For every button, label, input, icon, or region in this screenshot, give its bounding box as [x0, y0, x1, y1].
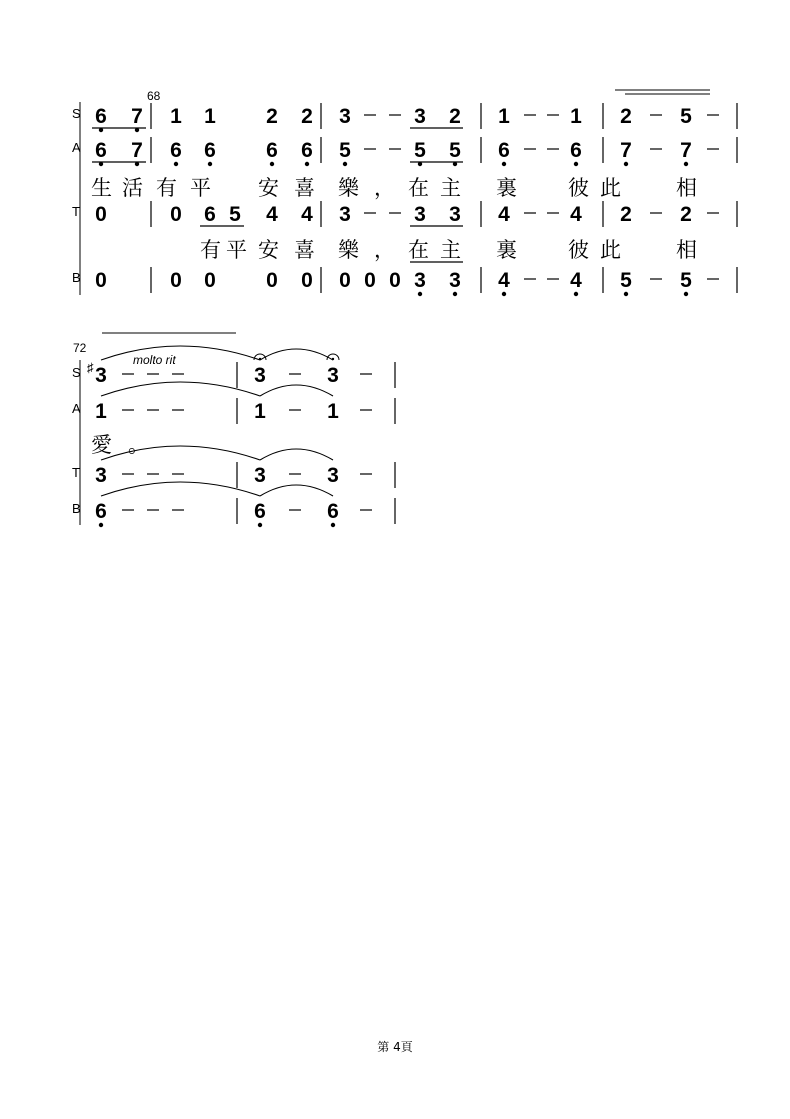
tie-arc — [260, 385, 333, 396]
note: 5 — [339, 139, 351, 162]
part-label: B — [72, 270, 81, 285]
lyric-char: 。 — [128, 433, 149, 457]
tie-arc — [101, 382, 260, 396]
note: 0 — [204, 269, 216, 292]
octave-dot — [208, 162, 212, 166]
octave-dot — [305, 162, 309, 166]
octave-dot — [99, 523, 103, 527]
note: 2 — [266, 105, 278, 128]
sharp-sign: ♯ — [87, 360, 94, 375]
note: 6 — [170, 139, 182, 162]
note: 5 — [680, 105, 692, 128]
note: 4 — [570, 203, 582, 226]
note: 7 — [620, 139, 632, 162]
part-label: B — [72, 501, 81, 516]
note: 2 — [449, 105, 461, 128]
lyric-char: 彼 — [568, 176, 589, 200]
note: 6 — [301, 139, 313, 162]
note: 3 — [95, 364, 107, 387]
note: 6 — [327, 500, 339, 523]
octave-dot — [453, 292, 457, 296]
lyric-char: 主 — [440, 238, 461, 262]
lyric-char: 喜 — [294, 176, 315, 200]
note: 3 — [327, 364, 339, 387]
note: 0 — [95, 269, 107, 292]
note: 1 — [570, 105, 582, 128]
note: 0 — [170, 269, 182, 292]
note: 2 — [620, 105, 632, 128]
lyric-char: 主 — [440, 176, 461, 200]
lyric-char: 在 — [408, 238, 429, 262]
note: 3 — [327, 464, 339, 487]
octave-dot — [684, 292, 688, 296]
note: 4 — [266, 203, 278, 226]
octave-dot — [418, 292, 422, 296]
note: 4 — [498, 269, 510, 292]
note: 0 — [339, 269, 351, 292]
note: 6 — [95, 105, 107, 128]
octave-dot — [174, 162, 178, 166]
note: 2 — [301, 105, 313, 128]
note: 4 — [498, 203, 510, 226]
lyric-char: ， — [374, 176, 395, 200]
note: 1 — [254, 400, 266, 423]
tie-arc — [260, 349, 333, 360]
lyric-char: 裏 — [496, 176, 517, 200]
note: 0 — [389, 269, 401, 292]
note: 1 — [327, 400, 339, 423]
octave-dot — [502, 292, 506, 296]
lyric-char: 此 — [600, 238, 621, 262]
note: 6 — [254, 500, 266, 523]
tie-arc — [101, 346, 260, 360]
note: 6 — [498, 139, 510, 162]
octave-dot — [343, 162, 347, 166]
note: 6 — [570, 139, 582, 162]
note: 2 — [680, 203, 692, 226]
note: 3 — [339, 203, 351, 226]
lyric-char: 有 — [156, 176, 177, 200]
note: 0 — [170, 203, 182, 226]
lyric-char: 安 — [258, 238, 279, 262]
note: 5 — [680, 269, 692, 292]
part-label: S — [72, 365, 81, 380]
lyric-char: 活 — [122, 176, 143, 200]
lyric-char: 相 — [676, 238, 697, 262]
lyric-char: 喜 — [294, 238, 315, 262]
octave-dot — [258, 523, 262, 527]
part-label: S — [72, 106, 81, 121]
lyric-char: 此 — [600, 176, 621, 200]
octave-dot — [331, 523, 335, 527]
note: 3 — [414, 269, 426, 292]
lyric-char: 有 — [200, 238, 221, 262]
note: 4 — [570, 269, 582, 292]
note: 3 — [449, 203, 461, 226]
lyric-char: 樂 — [338, 176, 359, 200]
note: 1 — [204, 105, 216, 128]
lyric-char: 樂 — [338, 238, 359, 262]
lyric-char: 在 — [408, 176, 429, 200]
note: 7 — [131, 139, 143, 162]
part-label: T — [72, 465, 80, 480]
note: 3 — [414, 203, 426, 226]
note: 1 — [498, 105, 510, 128]
note: 5 — [620, 269, 632, 292]
measure-number: 68 — [147, 89, 161, 103]
note: 4 — [301, 203, 313, 226]
tie-arc — [260, 485, 333, 496]
note: 0 — [301, 269, 313, 292]
tie-arc — [101, 482, 260, 496]
system-measures-68-71 — [72, 89, 737, 296]
note: 5 — [449, 139, 461, 162]
octave-dot — [574, 292, 578, 296]
note: 7 — [131, 105, 143, 128]
lyric-char: 裏 — [496, 238, 517, 262]
tie-arc — [101, 446, 260, 460]
system-measures-72-73 — [72, 333, 395, 527]
note: 3 — [339, 105, 351, 128]
note: 0 — [266, 269, 278, 292]
octave-dot — [684, 162, 688, 166]
note: 1 — [170, 105, 182, 128]
lyric-char: ， — [374, 238, 395, 262]
note: 2 — [620, 203, 632, 226]
note: 6 — [95, 139, 107, 162]
lyric-char: 彼 — [568, 238, 589, 262]
lyric-char: 愛 — [91, 433, 112, 457]
note: 6 — [95, 500, 107, 523]
note: 6 — [266, 139, 278, 162]
octave-dot — [502, 162, 506, 166]
note: 7 — [680, 139, 692, 162]
note: 5 — [414, 139, 426, 162]
page-footer — [0, 1038, 790, 1055]
note: 3 — [254, 464, 266, 487]
note: 3 — [414, 105, 426, 128]
note: 5 — [229, 203, 241, 226]
note: 3 — [254, 364, 266, 387]
octave-dot — [270, 162, 274, 166]
part-label: T — [72, 204, 80, 219]
lyric-char: 平 — [190, 176, 211, 200]
note: 3 — [449, 269, 461, 292]
note: 3 — [95, 464, 107, 487]
tempo-marking: molto rit — [133, 353, 176, 367]
note: 0 — [364, 269, 376, 292]
octave-dot — [574, 162, 578, 166]
lyric-char: 安 — [258, 176, 279, 200]
lyric-char: 生 — [91, 176, 112, 200]
note: 0 — [95, 203, 107, 226]
page-number: 第 4頁 — [377, 1040, 413, 1054]
part-label: A — [72, 140, 81, 155]
octave-dot — [624, 162, 628, 166]
note: 6 — [204, 139, 216, 162]
note: 6 — [204, 203, 216, 226]
note: 1 — [95, 400, 107, 423]
octave-dot — [624, 292, 628, 296]
part-label: A — [72, 401, 81, 416]
tie-arc — [260, 449, 333, 460]
lyric-char: 相 — [676, 176, 697, 200]
lyric-char: 平 — [226, 238, 247, 262]
measure-number: 72 — [73, 341, 87, 355]
